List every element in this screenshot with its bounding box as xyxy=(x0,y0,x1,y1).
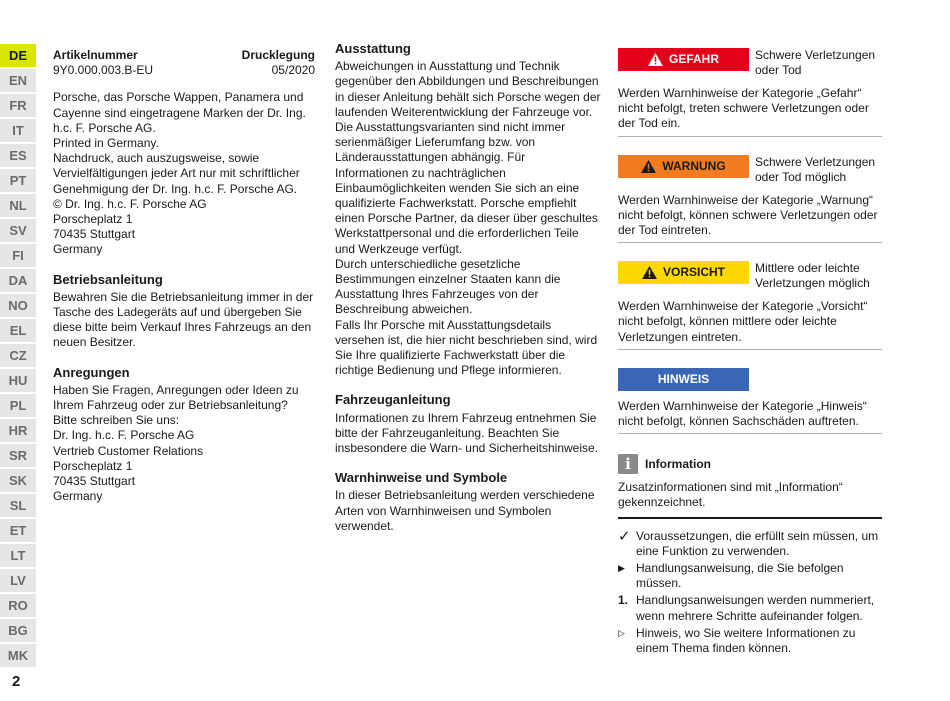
lang-tab-sr[interactable]: SR xyxy=(0,444,36,467)
check-icon: ✓ xyxy=(618,527,631,545)
notice-label-text: HINWEIS xyxy=(657,371,710,386)
copyright-text: © Dr. Ing. h.c. F. Porsche AG xyxy=(53,196,207,211)
vehicle-manual-heading: Fahrzeuganleitung xyxy=(335,392,451,408)
printed-in-text: Printed in Germany. xyxy=(53,136,159,151)
lang-tab-sv[interactable]: SV xyxy=(0,219,36,242)
list-item xyxy=(618,561,882,591)
contact-line: Dr. Ing. h.c. F. Porsche AG xyxy=(53,428,195,443)
notice-description: Werden Warnhinweise der Kategorie „Hinweis“ nicht befolgt, können Sachschäden auftreten. xyxy=(618,399,882,434)
symbol-description: Handlungsanweisung, die Sie befolgen müssen. xyxy=(636,561,844,591)
lang-tab-it[interactable]: IT xyxy=(0,119,36,142)
article-meta-labels xyxy=(53,48,315,63)
print-date-label: Drucklegung xyxy=(241,48,315,62)
contact-line: Porscheplatz 1 xyxy=(53,458,133,473)
feedback-heading: Anregungen xyxy=(53,364,130,380)
notice-label xyxy=(618,368,749,391)
lang-tab-lt[interactable]: LT xyxy=(0,544,36,567)
contact-line: Germany xyxy=(53,489,103,504)
lang-tab-lv[interactable]: LV xyxy=(0,569,36,592)
list-item xyxy=(618,529,882,559)
lang-tab-bg[interactable]: BG xyxy=(0,619,36,642)
equipment-text: Abweichungen in Ausstattung und Technik gegenüber den Abbildungen und Beschreibungen in dieser Anleitung behält sich Porsche wegen der laufenden Weiterentwicklung der Fahrzeuge vor. Die Ausstattungsvarianten sind nicht immer serienmäßiger Lieferumfang bzw. von Länderausstattungen abhängig. Für Informationen zu nachträglichen Einbaumöglichkeiten wenden Sie sich an eine qualifizierte Fachwerkstatt. Porsche empfiehlt einen Porsche Partner, da dieser über geschultes Werkstattpersonal und die erforderlichen Teile und Werkzeuge verfügt. xyxy=(335,59,601,256)
list-item xyxy=(618,593,882,623)
manual-heading: Betriebsanleitung xyxy=(53,271,163,287)
lang-tab-no[interactable]: NO xyxy=(0,294,36,317)
step-number: 1. xyxy=(618,593,629,608)
warnings-column xyxy=(618,48,882,658)
lang-tab-fr[interactable]: FR xyxy=(0,94,36,117)
list-item xyxy=(618,626,882,656)
vehicle-manual-text: Informationen zu Ihrem Fahrzeug entnehmen Sie bitte der Fahrzeuganleitung. Beachten Sie insbesondere die Warn- und Sicherheitshinweise. xyxy=(335,410,599,456)
page-number: 2 xyxy=(12,673,21,690)
warning-triangle-icon xyxy=(642,266,657,279)
lang-tab-de[interactable]: DE xyxy=(0,44,36,67)
play-arrow-icon: ▶ xyxy=(618,563,625,574)
lang-tab-et[interactable]: ET xyxy=(0,519,36,542)
copyright-note: Nachdruck, auch auszugsweise, sowie Vervielfältigungen jeder Art nur mit schriftlicher Genehmigung der Dr. Ing. h.c. F. Porsche AG. xyxy=(53,151,300,196)
imprint-column xyxy=(53,48,315,504)
lang-tab-hr[interactable]: HR xyxy=(0,419,36,442)
caution-label xyxy=(618,261,749,284)
danger-label xyxy=(618,48,749,71)
equipment-text: Falls Ihr Porsche mit Ausstattungsdetails versehen ist, die hier nicht beschrieben sind, wird Sie Ihre qualifizierte Fachwerkstatt über die richtige Bedienung und Pflege informieren. xyxy=(335,317,598,378)
caution-label-text: VORSICHT xyxy=(662,265,725,280)
warning-description: Werden Warnhinweise der Kategorie „Warnung“ nicht befolgt, können schwere Verletzungen oder der Tod eintreten. xyxy=(618,193,882,244)
manual-text: Bewahren Sie die Betriebsanleitung immer in der Tasche des Ladegeräts auf und übergeben Sie diese bitte beim Verkauf Ihres Fahrzeugs an den neuen Besitzer. xyxy=(53,289,314,350)
warning-triangle-icon xyxy=(641,160,656,173)
caution-description: Werden Warnhinweise der Kategorie „Vorsicht“ nicht befolgt, können mittlere oder leichte Verletzungen eintreten. xyxy=(618,299,882,350)
lang-tab-da[interactable]: DA xyxy=(0,269,36,292)
information-title: Information xyxy=(645,456,711,471)
caution-side-text: Mittlere oder leichte Verletzungen möglich xyxy=(755,261,870,291)
lang-tab-pl[interactable]: PL xyxy=(0,394,36,417)
article-meta-values xyxy=(53,63,315,78)
lang-tab-sl[interactable]: SL xyxy=(0,494,36,517)
warning-label-text: WARNUNG xyxy=(662,158,726,173)
lang-tab-pt[interactable]: PT xyxy=(0,169,36,192)
information-header xyxy=(618,454,882,474)
info-icon: i xyxy=(618,454,638,474)
print-date-value: 05/2020 xyxy=(271,63,315,78)
symbol-description: Voraussetzungen, die erfüllt sein müssen, um eine Funktion zu verwenden. xyxy=(636,528,879,558)
warnings-text: In dieser Betriebsanleitung werden verschiedene Arten von Warnhinweisen und Symbolen verwendet. xyxy=(335,488,595,533)
information-description: Zusatzinformationen sind mit „Information“ gekennzeichnet. xyxy=(618,480,882,518)
warning-label xyxy=(618,155,749,178)
symbol-description: Handlungsanweisungen werden nummeriert, wenn mehrere Schritte aufeinander folgen. xyxy=(636,593,875,623)
caution-block xyxy=(618,261,882,350)
warnings-heading: Warnhinweise und Symbole xyxy=(335,470,508,486)
notice-block xyxy=(618,368,882,434)
lang-tab-fi[interactable]: FI xyxy=(0,244,36,267)
lang-tab-sk[interactable]: SK xyxy=(0,469,36,492)
trademark-text: Porsche, das Porsche Wappen, Panamera und Cayenne sind eingetragene Marken der Dr. Ing. h.c. F. Porsche AG. xyxy=(53,90,306,135)
lang-tab-nl[interactable]: NL xyxy=(0,194,36,217)
warning-block xyxy=(618,155,882,244)
equipment-heading: Ausstattung xyxy=(335,41,411,56)
danger-description: Werden Warnhinweise der Kategorie „Gefahr“ nicht befolgt, treten schwere Verletzungen oder der Tod ein. xyxy=(618,86,882,137)
lang-tab-hu[interactable]: HU xyxy=(0,369,36,392)
contact-line: 70435 Stuttgart xyxy=(53,474,136,489)
equipment-text: Durch unterschiedliche gesetzliche Bestimmungen einzelner Staaten kann die Ausstattung Ihres Fahrzeuges von der Beschreibung abweichen. xyxy=(335,256,561,317)
danger-side-text: Schwere Verletzungen oder Tod xyxy=(755,48,876,77)
language-sidebar xyxy=(0,44,36,669)
address-line: Porscheplatz 1 xyxy=(53,212,133,227)
lang-tab-en[interactable]: EN xyxy=(0,69,36,92)
danger-label-text: GEFAHR xyxy=(668,52,719,66)
lang-tab-el[interactable]: EL xyxy=(0,319,36,342)
lang-tab-cz[interactable]: CZ xyxy=(0,344,36,367)
warning-triangle-icon xyxy=(648,53,663,66)
article-number-label: Artikelnummer xyxy=(53,48,138,62)
feedback-text: Haben Sie Fragen, Anregungen oder Ideen zu Ihrem Fahrzeug oder zur Betriebsanleitung? xyxy=(53,382,299,413)
contact-line: Vertrieb Customer Relations xyxy=(53,443,204,458)
lang-tab-ro[interactable]: RO xyxy=(0,594,36,617)
equipment-column xyxy=(335,41,601,534)
warning-side-text: Schwere Verletzungen oder Tod möglich xyxy=(755,154,876,184)
address-line: 70435 Stuttgart xyxy=(53,227,136,242)
feedback-write: Bitte schreiben Sie uns: xyxy=(53,413,180,428)
address-line: Germany xyxy=(53,242,103,257)
outline-arrow-icon: ▷ xyxy=(618,627,625,638)
danger-block xyxy=(618,48,882,137)
lang-tab-mk[interactable]: MK xyxy=(0,644,36,667)
article-number-value: 9Y0.000.003.B-EU xyxy=(53,63,154,78)
symbol-description: Hinweis, wo Sie weitere Informationen zu einem Thema finden können. xyxy=(636,625,856,656)
symbol-list xyxy=(618,529,882,657)
lang-tab-es[interactable]: ES xyxy=(0,144,36,167)
